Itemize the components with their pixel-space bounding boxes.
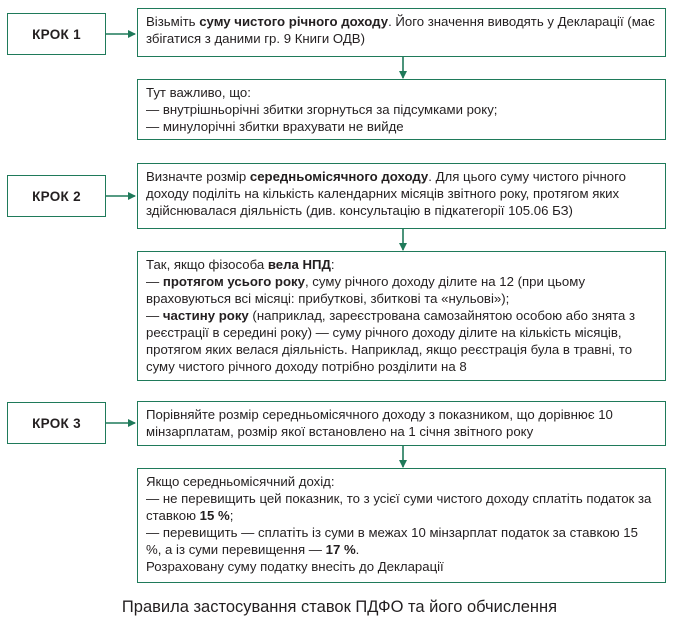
step1-detail-item: — внутрішньорічні збитки згорнуться за підсумками року;: [146, 102, 498, 117]
step3-detail-item-exceed: — перевищить — сплатіть із суми в межах 10 мінзарплат податок за ставкою 15 %, а із суми перевищення — 17 %.: [146, 525, 638, 557]
step3-detail-box: [137, 468, 666, 583]
step3-detail-intro: Якщо середньомісячний дохід:: [146, 474, 335, 489]
step2-label: КРОК 2: [7, 175, 106, 217]
step1-detail-box: [137, 79, 666, 140]
step3-detail-item-not-exceed: — не перевищить цей показник, то з усієї суми чистого доходу сплатіть податок за ставкою 15 %;: [146, 491, 652, 523]
step2-main-box: Визначте розмір середньомісячного доходу. Для цього суму чистого річного доходу поділіть на кількість календарних місяців звітного року, протягом яких здійснювалася діяльність (див. консультацію в підкатегорії 105.06 БЗ): [137, 163, 666, 229]
figure-caption: Правила застосування ставок ПДФО та його обчислення: [121, 598, 558, 616]
step2-detail-item-part-year: — частину року (наприклад, зареєстрована самозайнятою особою або знята з реєстрації в середині року) — суму річного доходу ділите на кількість місяців, протягом яких велася діяльність. Наприклад, якщо реєстрація була в травні, то суму чистого річного доходу потрібно розділити на 8: [146, 308, 636, 374]
step3-label: КРОК 3: [7, 402, 106, 444]
step2-detail-box: [137, 251, 666, 381]
step1-detail-intro: Тут важливо, що:: [146, 85, 251, 100]
step1-label: КРОК 1: [7, 13, 106, 55]
step2-detail-intro: Так, якщо фізособа вела НПД:: [146, 257, 335, 272]
step3-detail-outro: Розраховану суму податку внесіть до Декларації: [146, 559, 444, 574]
step1-main-box: Візьміть суму чистого річного доходу. Його значення виводять у Декларації (має збігатися з даними гр. 9 Книги ОДВ): [137, 8, 666, 57]
step2-detail-item-full-year: — протягом усього року, суму річного доходу ділите на 12 (при цьому враховуються всі місяці: прибуткові, збиткові та «нульові»);: [146, 274, 586, 306]
step3-main-box: Порівняйте розмір середньомісячного доходу з показником, що дорівнює 10 мінзарплатам, розмір якої встановлено на 1 січня звітного року: [137, 401, 666, 446]
step1-detail-item: — минулорічні збитки врахувати не вийде: [146, 119, 404, 134]
